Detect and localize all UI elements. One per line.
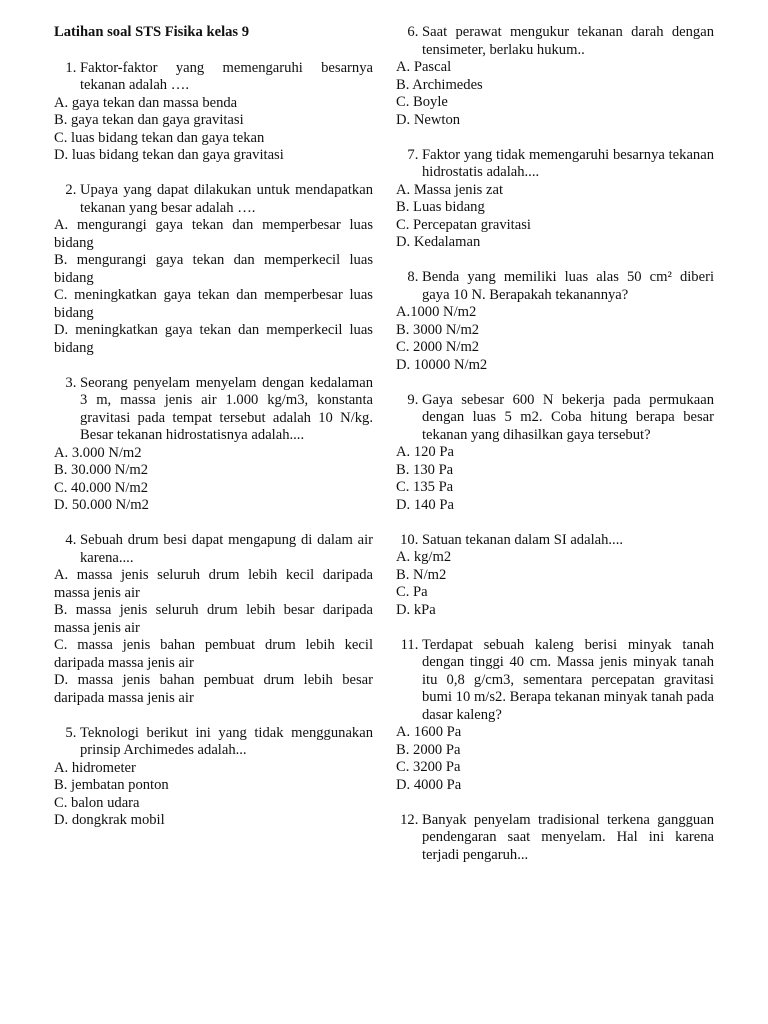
answer-option: C. 2000 N/m2 [396, 339, 480, 355]
answer-option: D. meningkatkan gaya tekan dan memperkecil luas bidang [54, 322, 373, 356]
question-text: Gaya sebesar 600 N bekerja pada permukaan dengan luas 5 m2. Coba hitung berapa besar tekanan yang dihasilkan gaya tersebut? [422, 391, 714, 443]
right-column [396, 24, 714, 864]
answer-option: A. gaya tekan dan massa benda [54, 94, 238, 111]
left-column [54, 24, 373, 830]
answer-options [396, 444, 714, 514]
answer-option: B. Archimedes [396, 76, 483, 93]
answer-option: C. balon udara [54, 794, 140, 811]
question-10 [396, 532, 714, 620]
question-stem [396, 812, 714, 865]
answer-option: C. luas bidang tekan dan gaya tekan [54, 129, 265, 146]
question-number: 2. [65, 182, 80, 198]
question-stem [54, 375, 373, 445]
answer-option: B. 2000 Pa [396, 741, 461, 758]
answer-option: D. 4000 Pa [396, 776, 462, 793]
answer-option: D. 50.000 N/m2 [54, 497, 149, 513]
answer-option: D. massa jenis bahan pembuat drum lebih besar daripada massa jenis air [54, 672, 373, 706]
answer-option: B. 3000 N/m2 [396, 321, 480, 338]
answer-option: B. N/m2 [396, 566, 447, 583]
answer-option: D. luas bidang tekan dan gaya gravitasi [54, 147, 284, 163]
question-text: Teknologi berikut ini yang tidak menggunakan prinsip Archimedes adalah... [80, 724, 373, 758]
question-number: 7. [407, 146, 422, 163]
answer-options [54, 760, 373, 830]
answer-option: A. kg/m2 [396, 549, 452, 565]
answer-option: A. mengurangi gaya tekan dan memperbesar luas bidang [54, 217, 373, 251]
answer-option: A. massa jenis seluruh drum lebih kecil daripada massa jenis air [54, 567, 373, 601]
question-stem [396, 269, 714, 304]
question-stem [396, 637, 714, 725]
question-8 [396, 269, 714, 374]
question-text: Saat perawat mengukur tekanan darah dengan tensimeter, berlaku hukum.. [422, 24, 714, 58]
question-text: Sebuah drum besi dapat mengapung di dalam air karena.... [80, 532, 373, 566]
question-9 [396, 392, 714, 515]
answer-option: A. 120 Pa [396, 444, 454, 460]
answer-option: B. Luas bidang [396, 199, 485, 215]
question-stem [54, 182, 373, 217]
answer-option: C. Boyle [396, 94, 448, 110]
answer-option: C. 40.000 N/m2 [54, 479, 149, 496]
answer-option: C. 3200 Pa [396, 759, 461, 775]
answer-options [396, 182, 714, 252]
answer-option: A. Massa jenis zat [396, 181, 503, 198]
right-question-list [396, 24, 714, 864]
answer-option: A. hidrometer [54, 759, 136, 776]
question-number: 9. [407, 391, 422, 408]
question-6 [396, 24, 714, 129]
question-1 [54, 60, 373, 165]
answer-option: D. 140 Pa [396, 496, 454, 513]
question-stem [396, 24, 714, 59]
answer-options [54, 217, 373, 357]
answer-option: B. 30.000 N/m2 [54, 462, 149, 478]
answer-option: B. jembatan ponton [54, 777, 169, 793]
question-7 [396, 147, 714, 252]
question-number: 12. [400, 811, 422, 828]
question-4 [54, 532, 373, 707]
question-11 [396, 637, 714, 795]
question-text: Benda yang memiliki luas alas 50 cm² diberi gaya 10 N. Berapakah tekanannya? [422, 269, 714, 303]
answer-option: A. 1600 Pa [396, 724, 462, 740]
question-stem [54, 532, 373, 567]
answer-option: B. 130 Pa [396, 461, 454, 478]
question-number: 10. [400, 531, 422, 548]
answer-options [396, 304, 714, 374]
answer-option: C. meningkatkan gaya tekan dan memperbesar luas bidang [54, 287, 373, 321]
answer-option: C. 135 Pa [396, 479, 454, 495]
answer-option: A. 3.000 N/m2 [54, 444, 142, 461]
answer-option: B. massa jenis seluruh drum lebih besar daripada massa jenis air [54, 602, 373, 636]
answer-options [396, 59, 714, 129]
question-text: Upaya yang dapat dilakukan untuk mendapatkan tekanan yang besar adalah …. [80, 182, 373, 216]
question-number: 5. [65, 724, 80, 741]
document-title: Latihan soal STS Fisika kelas 9 [54, 24, 250, 40]
answer-options [54, 567, 373, 707]
question-number: 6. [407, 24, 422, 40]
question-number: 3. [65, 374, 80, 391]
answer-options [396, 724, 714, 794]
answer-option: B. gaya tekan dan gaya gravitasi [54, 112, 244, 128]
answer-option: D. kPa [396, 601, 436, 618]
question-stem [54, 725, 373, 760]
answer-option: D. Kedalaman [396, 234, 481, 250]
question-3 [54, 375, 373, 515]
question-5 [54, 725, 373, 830]
question-text: Faktor yang tidak memengaruhi besarnya tekanan hidrostatis adalah.... [422, 146, 714, 180]
answer-options [54, 445, 373, 515]
question-number: 4. [65, 532, 80, 548]
question-text: Faktor-faktor yang memengaruhi besarnya tekanan adalah …. [80, 59, 373, 93]
question-number: 8. [407, 269, 422, 285]
question-text: Satuan tekanan dalam SI adalah.... [422, 531, 623, 548]
answer-option: D. dongkrak mobil [54, 812, 165, 828]
answer-option: C. massa jenis bahan pembuat drum lebih kecil daripada massa jenis air [54, 637, 373, 671]
left-question-list [54, 60, 373, 830]
question-stem [396, 532, 714, 550]
answer-option: C. Percepatan gravitasi [396, 216, 531, 233]
question-number: 11. [400, 636, 422, 653]
answer-option: C. Pa [396, 584, 428, 600]
question-stem [396, 392, 714, 445]
answer-option: D. 10000 N/m2 [396, 356, 488, 373]
question-stem [396, 147, 714, 182]
question-text: Terdapat sebuah kaleng berisi minyak tanah dengan tinggi 40 cm. Massa jenis minyak tanah itu 0,8 g/cm3, sementara percepatan gravitasi bumi 10 m/s2. Berapa tekanan minyak tanah pada dasar kaleng? [422, 636, 714, 723]
question-12 [396, 812, 714, 865]
question-number: 1. [65, 59, 80, 76]
answer-option: A.1000 N/m2 [396, 304, 477, 320]
answer-options [396, 549, 714, 619]
answer-option: A. Pascal [396, 59, 452, 75]
answer-option: D. Newton [396, 111, 461, 128]
answer-options [54, 95, 373, 165]
answer-option: B. mengurangi gaya tekan dan memperkecil luas bidang [54, 252, 373, 286]
question-text: Banyak penyelam tradisional terkena gangguan pendengaran saat menyelam. Hal ini karena terjadi pengaruh... [422, 811, 714, 863]
question-2 [54, 182, 373, 357]
question-stem [54, 60, 373, 95]
question-text: Seorang penyelam menyelam dengan kedalaman 3 m, massa jenis air 1.000 kg/m3, konstanta gravitasi pada tempat tersebut adalah 10 N/kg. Besar tekanan hidrostatisnya adalah.... [80, 374, 373, 443]
